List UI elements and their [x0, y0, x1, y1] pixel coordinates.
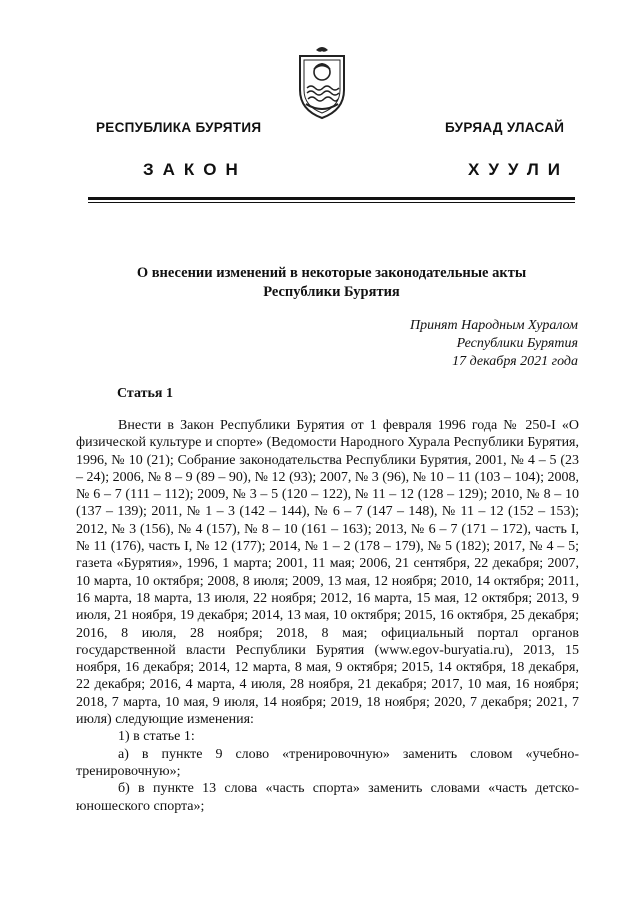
adoption-note — [330, 317, 578, 371]
adoption-date: 17 декабря 2021 года — [452, 354, 578, 369]
document-title-line: О внесении изменений в некоторые законодательные акты — [136, 265, 527, 281]
header-republic-ru: РЕСПУБЛИКА БУРЯТИЯ — [96, 120, 262, 135]
body-paragraph: Внести в Закон Республики Бурятия от 1 февраля 1996 года № 250-I «О физической культуре и спорте» (Ведомости Народного Хурала Республики Бурятия, 1996, № 10 (21); Собрание законодательства Республики Бурятия, 2001, № 4 – 5 (23 – 24); 2006, № 8 – 9 (89 – 90), № 12 (93); 2007, № 3 (96), № 10 – 11 (103 – 104); 2008, № 6 – 7 (111 – 112); 2009, № 3 – 5 (120 – 122), № 11 – 12 (128 – 129); 2010, № 8 – 10 (137 – 139); 2011, № 1 – 3 (142 – 144), № 6 – 7 (147 – 148), № 11 – 12 (152 – 153); 2012, № 3 (156), № 4 (157), № 8 – 10 (161 – 163); 2013, № 6 – 7 (171 – 172), часть I, № 11 (176), часть I, № 12 (177); 2014, № 1 – 2 (178 – 179), № 5 (182); 2017, № 4 – 5; газета «Бурятия», 1996, 1 марта; 2001, 11 мая; 2006, 21 сентября, 22 декабря; 2007, 10 марта, 10 октября; 2008, 8 июля; 2009, 13 мая, 12 ноября; 2010, 14 октября; 2011, 16 марта, 18 марта, 13 июля, 22 ноября; 2012, 16 марта, 15 мая, 12 октября; 2013, 9 июля, 21 ноября, 19 декабря; 2014, 13 мая, 10 октября; 2015, 16 октября, 25 декабря; 2016, 8 июля, 28 ноября; 2018, 8 мая; официальный портал органов государственной власти Республики Бурятия (www.egov-buryatia.ru), 2013, 15 ноября, 16 декабря; 2014, 12 марта, 8 мая, 9 октября; 2015, 14 октября, 18 декабря, 22 декабря; 2016, 4 марта, 4 июля, 28 ноября, 21 декабря; 2017, 10 мая, 16 ноября; 2018, 7 марта, 10 мая, 9 июля, 14 ноября; 2019, 18 ноября; 2020, 7 декабря; 2021, 7 июля) следующие изменения: — [76, 418, 579, 728]
adoption-note-line: Принят Народным Хуралом — [409, 318, 578, 333]
adoption-note-line: Республики Бурятия — [456, 336, 578, 351]
article-heading: Статья 1 — [117, 386, 173, 401]
list-item: а) в пункте 9 слово «тренировочную» заменить словом «учебно-тренировочную»; — [76, 746, 579, 779]
header-law-bua: ХУУЛИ — [468, 160, 569, 179]
list-item: б) в пункте 13 слова «часть спорта» заменить словами «часть детско-юношеского спорта»; — [76, 781, 579, 814]
header-divider-thin — [88, 202, 575, 203]
header-republic-bua: БУРЯАД УЛАСАЙ — [445, 120, 565, 135]
coat-of-arms-icon — [294, 44, 350, 120]
header-divider-thick — [88, 197, 575, 200]
document-title — [88, 264, 575, 302]
header-law-ru: ЗАКОН — [143, 160, 247, 179]
article-body — [76, 417, 579, 815]
document-title-line: Республики Бурятия — [263, 284, 400, 300]
list-item: 1) в статье 1: — [118, 729, 195, 745]
